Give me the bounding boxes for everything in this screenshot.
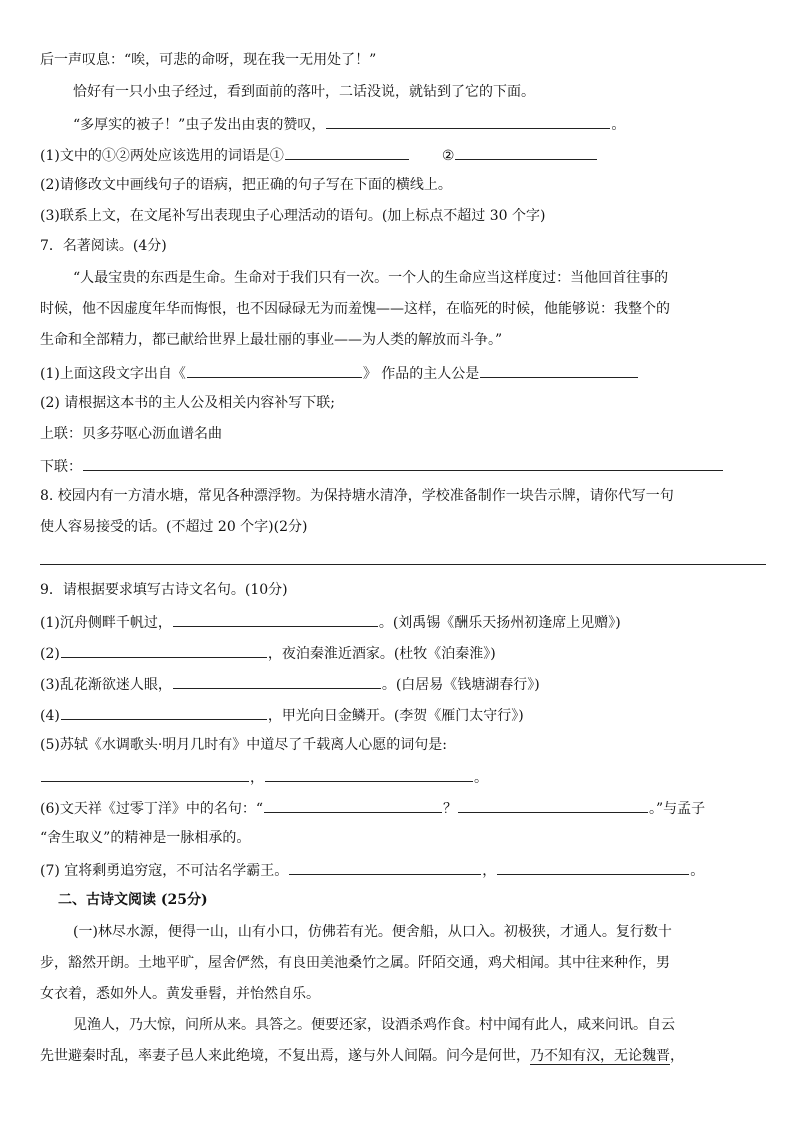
answer-blank[interactable]: [83, 455, 723, 471]
passage-line: 女衣着，悉如外人。黄发垂髫，并怡然自乐。: [40, 986, 320, 1002]
question-line: 8. 校园内有一方清水塘，常见各种漂浮物。为保持塘水清净，学校准备制作一块告示牌，请你代写一句: [40, 488, 674, 504]
answer-blank[interactable]: [455, 144, 597, 160]
section-heading: 二、古诗文阅读 (25分): [58, 892, 208, 908]
question-line: (2)请修改文中画线句子的语病，把正确的句子写在下面的横线上。: [40, 177, 452, 193]
answer-blank[interactable]: [41, 766, 249, 782]
question-line: (1)上面这段文字出自《 》 作品的主人公是: [40, 362, 639, 384]
passage-line: (一)林尽水源，便得一山，山有小口，仿佛若有光。便舍船，从口入。初极狭，才通人。复行数十: [73, 924, 672, 940]
answer-blank[interactable]: [289, 859, 481, 875]
question-line: (5)苏轼《水调歌头·明月几时有》中道尽了千载离人心愿的词句是:: [40, 737, 447, 753]
answer-blank[interactable]: [61, 642, 267, 658]
question-line: (3)乱花渐欲迷人眼， 。(白居易《钱塘湖春行》): [40, 673, 540, 695]
couplet-upper: 上联：贝多芬呕心沥血谱名曲: [40, 426, 222, 442]
answer-blank[interactable]: [187, 362, 362, 378]
question-line: 使人容易接受的话。(不超过 20 个字)(2分): [40, 519, 308, 535]
answer-blank[interactable]: [326, 113, 610, 129]
question-line: (2) ，夜泊秦淮近酒家。(杜牧《泊秦淮》): [40, 642, 496, 664]
answer-blank[interactable]: [480, 362, 638, 378]
question-line: (6)文天祥《过零丁洋》中的名句：“ ？ 。”与孟子: [40, 797, 705, 819]
passage-line: 步，豁然开朗。土地平旷，屋舍俨然，有良田美池桑竹之属。阡陌交通，鸡犬相闻。其中往来种作，男: [40, 955, 670, 971]
answer-blank[interactable]: [265, 766, 473, 782]
question-line: (1)文中的①②两处应该选用的词语是① ②: [40, 144, 598, 166]
answer-blank[interactable]: [497, 859, 689, 875]
question-line: (4) ，甲光向日金鳞开。(李贺《雁门太守行》): [40, 704, 524, 726]
passage-line: “人最宝贵的东西是生命。生命对于我们只有一次。一个人的生命应当这样度过：当他回首往事的: [73, 270, 669, 286]
answer-blank[interactable]: [61, 704, 267, 720]
question-line: (2) 请根据这本书的主人公及相关内容补写下联;: [40, 395, 335, 411]
answer-blank[interactable]: [285, 144, 409, 160]
question-line: (1)沉舟侧畔千帆过， 。(刘禹锡《酬乐天扬州初逢席上见赠》): [40, 611, 621, 633]
answer-blank[interactable]: [173, 611, 378, 627]
question-title: 9．请根据要求填写古诗文名句。(10分): [40, 582, 288, 598]
passage-line: 见渔人，乃大惊，问所从来。具答之。便要还家，设酒杀鸡作食。村中闻有此人，咸来问讯。自云: [73, 1017, 675, 1033]
couplet-lower: 下联：: [40, 455, 724, 477]
question-line: (7) 宜将剩勇追穷寇，不可沽名学霸王。 ， 。: [40, 859, 704, 881]
passage-line: 先世避秦时乱，率妻子邑人来此绝境，不复出焉，遂与外人间隔。问今是何世，乃不知有汉，无论魏晋，: [40, 1048, 684, 1064]
text-line: 恰好有一只小虫子经过，看到面前的落叶，二话没说，就钻到了它的下面。: [73, 84, 535, 100]
question-line: “舍生取义”的精神是一脉相承的。: [40, 830, 251, 846]
answer-blank[interactable]: [173, 673, 381, 689]
answer-line[interactable]: [40, 564, 766, 565]
answer-blank[interactable]: [458, 797, 648, 813]
passage-line: 生命和全部精力，都已献给世界上最壮丽的事业——为人类的解放而斗争。”: [40, 332, 503, 348]
question-title: 7．名著阅读。(4分): [40, 238, 167, 254]
answer-blank[interactable]: [264, 797, 442, 813]
passage-line: 时候，他不因虚度年华而悔恨，也不因碌碌无为而羞愧——这样，在临死的时候，他能够说：我整个的: [40, 301, 670, 317]
answer-row: ， 。: [40, 766, 488, 788]
question-line: (3)联系上文，在文尾补写出表现虫子心理活动的语句。(加上标点不超过 30 个字): [40, 208, 546, 224]
text-line: “多厚实的被子！”虫子发出由衷的赞叹， 。: [73, 113, 625, 135]
underlined-sentence: 乃不知有汉，无论魏晋: [530, 1048, 670, 1064]
text-line: 后一声叹息：“唉，可悲的命呀，现在我一无用处了！”: [40, 52, 377, 68]
